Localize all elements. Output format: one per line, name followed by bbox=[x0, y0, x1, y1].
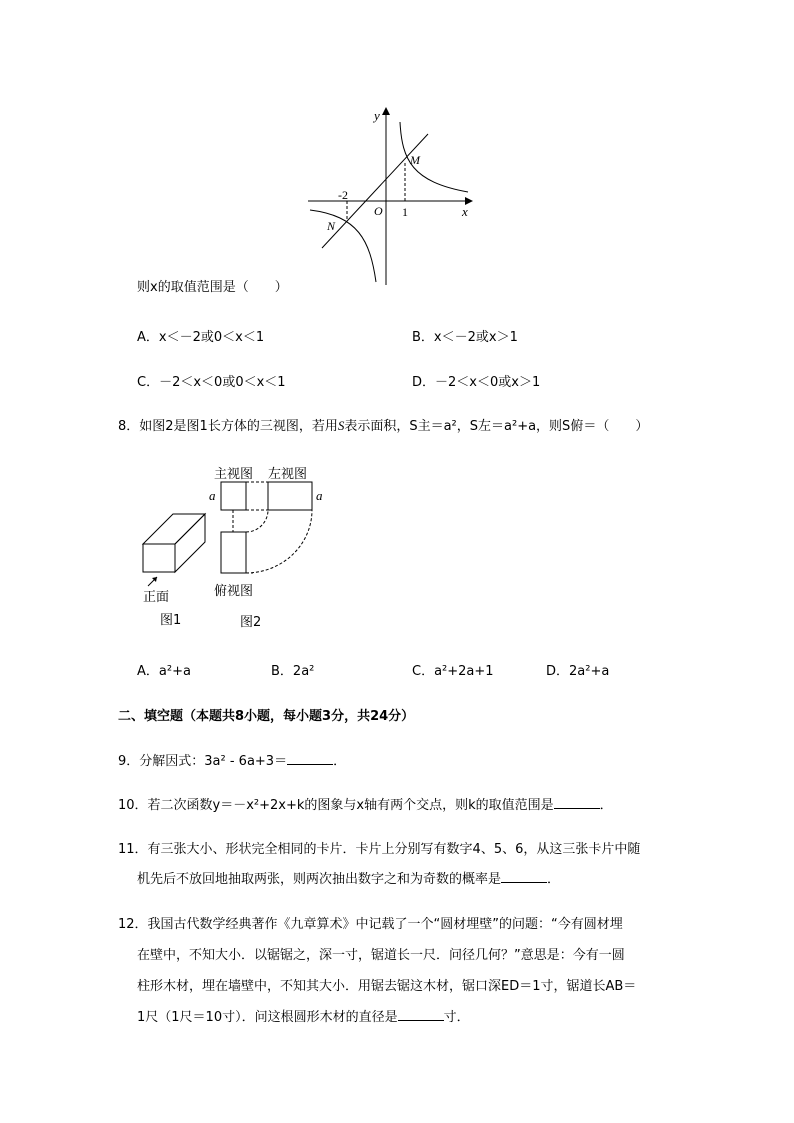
three-views bbox=[221, 482, 312, 573]
q8-stem bbox=[118, 415, 648, 434]
q11-end: ． bbox=[547, 872, 561, 887]
q8-stem-symbol-s: S bbox=[337, 418, 345, 433]
q10 bbox=[118, 794, 613, 813]
q11-answer-blank[interactable] bbox=[501, 870, 547, 883]
main-view-rect bbox=[221, 482, 246, 510]
q7-option-a[interactable]: A．x＜－2或0＜x＜1 bbox=[137, 330, 265, 345]
top-view-rect bbox=[221, 532, 246, 573]
cuboid-drawing bbox=[143, 514, 205, 572]
q8-option-a[interactable]: A．a²+a bbox=[137, 664, 191, 679]
three-view-figure bbox=[135, 458, 345, 633]
figure2-caption: 图2 bbox=[240, 615, 262, 630]
q12-line3: 柱形木材，埋在墙壁中，不知其大小．用锯去锯这木材，锯口深ED＝1寸，锯道长AB＝ bbox=[137, 979, 637, 994]
section2-title: 二、填空题（本题共8小题，每小题3分，共24分） bbox=[118, 709, 415, 724]
q7-stem: 则x的取值范围是（ ） bbox=[137, 280, 288, 295]
q12-end: 寸． bbox=[443, 1010, 470, 1025]
main-view-label: 主视图 bbox=[214, 467, 254, 482]
origin-label: O bbox=[374, 204, 383, 218]
q12-line4 bbox=[137, 1006, 470, 1025]
left-view-label: 左视图 bbox=[268, 467, 308, 482]
q7-option-b[interactable]: B．x＜－2或x＞1 bbox=[412, 330, 518, 345]
hyperbola-branch-left bbox=[310, 210, 376, 282]
left-view-side-label: a bbox=[316, 488, 323, 503]
q9 bbox=[118, 750, 346, 769]
q9-text: 9．分解因式：3a² - 6a+3＝ bbox=[118, 754, 288, 769]
x-axis-label: x bbox=[462, 204, 468, 219]
hyperbola-line-graph bbox=[300, 100, 480, 290]
q10-end: ． bbox=[599, 798, 613, 813]
q12-line4-text: 1尺（1尺＝10寸）．问这根圆形木材的直径是 bbox=[137, 1010, 398, 1025]
main-view-side-label: a bbox=[209, 488, 216, 503]
dashed-arc-outer bbox=[246, 510, 312, 573]
point-m-label: M bbox=[410, 153, 420, 167]
q8-stem-part-a: 8．如图2是图1长方体的三视图，若用 bbox=[118, 419, 338, 434]
cuboid-side-face bbox=[175, 514, 205, 572]
q7-option-c[interactable]: C．－2＜x＜0或0＜x＜1 bbox=[137, 375, 286, 390]
point-n-label: N bbox=[327, 219, 336, 233]
y-axis-label: y bbox=[374, 108, 380, 123]
q12-line1: 12．我国古代数学经典著作《九章算术》中记载了一个“圆材埋壁”的问题：“今有圆材埋 bbox=[118, 917, 623, 932]
q8-option-c[interactable]: C．a²+2a+1 bbox=[412, 664, 494, 679]
front-label: 正面 bbox=[143, 590, 170, 605]
left-view-rect bbox=[268, 482, 312, 510]
tick-neg2: -2 bbox=[338, 188, 348, 202]
q10-text: 10．若二次函数y＝－x²+2x+k的图象与x轴有两个交点，则k的取值范围是 bbox=[118, 798, 554, 813]
figure1-caption: 图1 bbox=[160, 613, 182, 628]
q9-end: ． bbox=[333, 754, 347, 769]
q11-line2 bbox=[137, 868, 560, 887]
q8-stem-part-b: 表示面积， bbox=[344, 419, 410, 434]
q9-answer-blank[interactable] bbox=[287, 752, 333, 765]
tick-1: 1 bbox=[402, 205, 408, 219]
q10-answer-blank[interactable] bbox=[554, 796, 600, 809]
dashed-arc-inner bbox=[246, 510, 268, 532]
q12-answer-blank[interactable] bbox=[398, 1008, 444, 1021]
q8-option-d[interactable]: D．2a²+a bbox=[546, 664, 610, 679]
cuboid-top-face bbox=[143, 514, 205, 544]
q11-line1: 11．有三张大小、形状完全相同的卡片．卡片上分别写有数字4、5、6，从这三张卡片中随 bbox=[118, 842, 641, 857]
top-view-label: 俯视图 bbox=[214, 584, 254, 599]
q12-line2: 在壁中，不知大小．以锯锯之，深一寸，锯道长一尺．问径几何？”意思是：今有一圆 bbox=[137, 948, 625, 963]
q8-option-b[interactable]: B．2a² bbox=[271, 664, 315, 679]
cuboid-front-face bbox=[143, 544, 175, 572]
q11-line2-text: 机先后不放回地抽取两张，则两次抽出数字之和为奇数的概率是 bbox=[137, 872, 502, 887]
q8-stem-part-c: S主＝a²，S左＝a²+a，则S俯＝（ ） bbox=[409, 419, 649, 434]
q7-option-d[interactable]: D．－2＜x＜0或x＞1 bbox=[412, 375, 541, 390]
